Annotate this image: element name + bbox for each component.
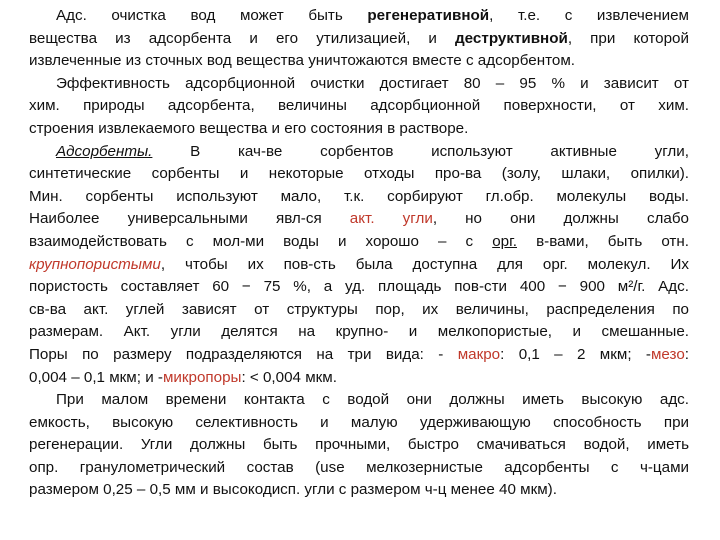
document-text xyxy=(29,5,689,502)
text-fragment: в-вами, быть отн. xyxy=(517,232,689,250)
text-line xyxy=(29,389,689,412)
text-fragment: емкость, высокую селективность и малую удерживающую способность при xyxy=(29,413,689,431)
text-line xyxy=(29,118,689,141)
text-line xyxy=(29,344,689,367)
text-line xyxy=(29,231,689,254)
text-line xyxy=(29,276,689,299)
text-fragment: размерам. Акт. угли делятся на крупно- и мелкопористые, и смешанные. xyxy=(29,323,689,341)
text-fragment: регенерации. Угли должны быть прочными, быстро смачиваться водой, иметь xyxy=(29,436,689,454)
text-line xyxy=(29,5,689,28)
text-fragment: В кач-ве сорбентов используют активные угли, xyxy=(152,142,689,160)
text-fragment: , но они должны слабо xyxy=(432,210,689,228)
text-line xyxy=(29,457,689,480)
text-line xyxy=(29,186,689,209)
text-fragment: размером 0,25 – 0,5 мм и высокодисп. угли с размером ч-ц менее 40 мкм). xyxy=(29,481,557,499)
text-line xyxy=(29,95,689,118)
underlined-term: орг. xyxy=(492,232,517,250)
text-fragment: 0,004 – 0,1 мкм; и - xyxy=(29,368,163,386)
text-line xyxy=(29,208,689,231)
text-fragment: , т.е. с извлечением xyxy=(489,7,689,24)
highlighted-term: акт. угли xyxy=(349,210,433,228)
text-fragment: вещества из адсорбента и его утилизацией, и xyxy=(29,29,456,47)
text-line xyxy=(29,321,689,344)
text-line xyxy=(29,50,689,73)
text-fragment: Эффективность адсорбционной очистки достигает 80 – 95 % и зависит от xyxy=(56,74,689,92)
text-line xyxy=(29,73,689,96)
text-fragment: Адс. очистка вод может быть xyxy=(56,7,368,24)
text-line xyxy=(29,479,689,502)
highlighted-term: крупнопористыми xyxy=(29,255,161,273)
text-line xyxy=(29,163,689,186)
highlighted-term: микропоры xyxy=(162,368,242,386)
text-fragment: извлеченные из сточных вод вещества уничтожаются вместе с адсорбентом. xyxy=(29,52,575,70)
text-fragment: : xyxy=(684,345,689,363)
text-line xyxy=(29,299,689,322)
text-fragment: синтетические сорбенты и некоторые отходы про-ва (золу, шлаки, опилки). xyxy=(29,165,689,183)
text-fragment: опр. гранулометрический состав (use мелкозернистые адсорбенты с ч-цами xyxy=(29,458,689,476)
text-fragment: При малом времени контакта с водой они должны иметь высокую адс. xyxy=(56,391,689,409)
text-fragment: Мин. сорбенты используют мало, т.к. сорбируют гл.обр. молекулы воды. xyxy=(29,187,689,205)
text-fragment: , при которой xyxy=(567,29,689,47)
text-fragment: Поры по размеру подразделяются на три вида: - xyxy=(29,345,458,363)
text-fragment: , чтобы их пов-сть была доступна для орг. молекул. Их xyxy=(160,255,689,273)
highlighted-term: макро xyxy=(457,345,501,363)
text-fragment: пористость составляет 60 − 75 %, а уд. площадь пов-сти 400 − 900 м²/г. Адс. xyxy=(29,278,689,296)
bold-term: регенеративной xyxy=(367,7,490,24)
underlined-term: Адсорбенты. xyxy=(56,142,153,160)
text-line xyxy=(29,434,689,457)
text-line xyxy=(29,141,689,164)
text-fragment: хим. природы адсорбента, величины адсорбционной поверхности, от хим. xyxy=(29,97,689,115)
highlighted-term: мезо xyxy=(650,345,685,363)
text-fragment: Наиболее универсальными явл-ся xyxy=(29,210,350,228)
bold-term: деструктивной xyxy=(455,29,568,47)
text-fragment: : < 0,004 мкм. xyxy=(241,368,337,386)
text-fragment: св-ва акт. углей зависят от структуры пор, их величины, распределения по xyxy=(29,300,689,318)
text-fragment: строения извлекаемого вещества и его состояния в растворе. xyxy=(29,119,469,137)
text-line xyxy=(29,367,689,390)
text-line xyxy=(29,28,689,51)
text-line xyxy=(29,412,689,435)
text-line xyxy=(29,254,689,277)
text-fragment: : 0,1 – 2 мкм; - xyxy=(500,345,651,363)
text-fragment: взаимодействовать с мол-ми воды и хорошо – с xyxy=(29,232,493,250)
